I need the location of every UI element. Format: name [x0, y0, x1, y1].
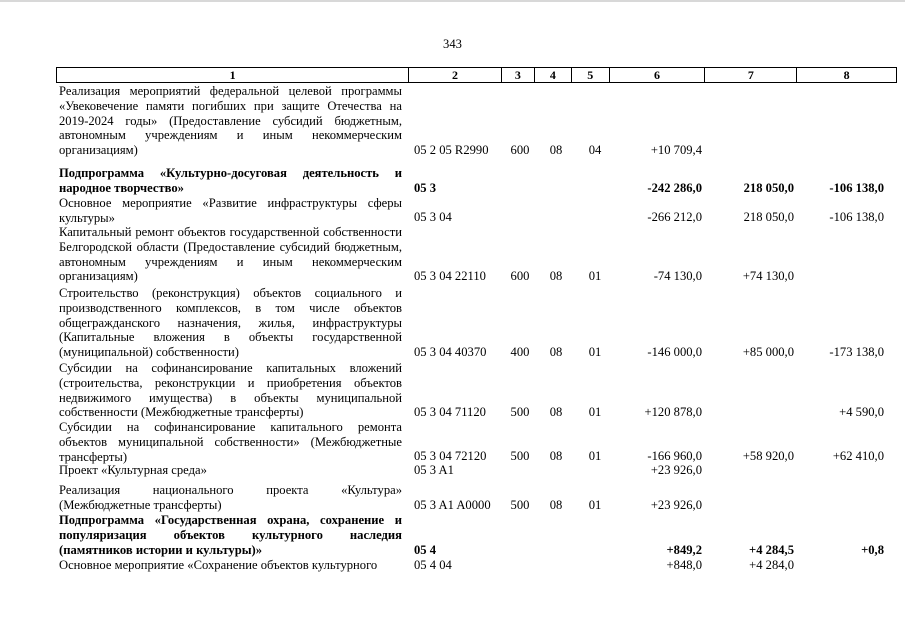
row-col8: -106 138,0	[829, 210, 884, 224]
row-col6: +849,2	[666, 543, 702, 557]
page-number: 343	[443, 37, 462, 51]
row-name: Реализация национального проекта «Культура» (Межбюджетные трансферты)	[59, 483, 402, 512]
row-col6: +848,0	[666, 558, 702, 572]
header-col-7: 7	[705, 68, 797, 82]
header-col-1: 1	[57, 68, 409, 82]
row-code: 05 3 04 40370	[414, 345, 487, 359]
row-col6: -146 000,0	[647, 345, 702, 359]
row-code: 05 3 04 71120	[414, 405, 486, 419]
row-col5: 01	[588, 269, 602, 283]
row-col5: 04	[588, 143, 602, 157]
header-col-6: 6	[610, 68, 706, 82]
header-col-4: 4	[535, 68, 572, 82]
header-col-8: 8	[843, 68, 850, 82]
row-col4: 08	[549, 269, 563, 283]
row-col7: +85 000,0	[742, 345, 794, 359]
row-col3: 400	[510, 345, 530, 359]
row-code: 05 2 05 R2990	[414, 143, 489, 157]
row-name: Подпрограмма «Культурно-досуговая деятельность и народное творчество»	[59, 166, 402, 195]
row-code: 05 3 04 22110	[414, 269, 486, 283]
row-name: Подпрограмма «Государственная охрана, сохранение и популяризация объектов культурного наследия (памятников истории и культуры)»	[59, 513, 402, 557]
row-name: Капитальный ремонт объектов государственной собственности Белгородской области (Предоставление субсидий бюджетным, автономным учреждениям и иным некоммерческим организациям)	[59, 225, 402, 284]
row-col4: 08	[549, 498, 563, 512]
row-name: Основное мероприятие «Сохранение объектов культурного	[59, 558, 378, 572]
header-col-3: 3	[502, 68, 535, 82]
header-col-5: 5	[572, 68, 610, 82]
row-col3: 600	[510, 143, 530, 157]
row-col8: -173 138,0	[829, 345, 884, 359]
row-col6: +23 926,0	[650, 498, 702, 512]
row-code: 05 4	[414, 543, 437, 557]
row-col6: -74 130,0	[653, 269, 702, 283]
row-col4: 08	[549, 449, 563, 463]
row-col7: +4 284,5	[749, 543, 794, 557]
row-name: Субсидии на софинансирование капитального ремонта объектов муниципальной собственности» (Межбюджетные трансферты)	[59, 420, 402, 464]
row-col7: +4 284,0	[749, 558, 794, 572]
row-col6: -242 286,0	[647, 181, 702, 195]
row-name: Реализация мероприятий федеральной целевой программы «Увековечение памяти погибших при защите Отечества на 2019-2024 годы» (Предоставление субсидий бюджетным, автономным учреждениям и иным некоммерческим организациям)	[59, 84, 402, 158]
row-col4: 08	[549, 405, 563, 419]
scan-top-edge	[0, 0, 905, 2]
row-col3: 500	[510, 405, 530, 419]
row-col8: +4 590,0	[839, 405, 884, 419]
row-col5: 01	[588, 449, 602, 463]
row-col7: +74 130,0	[742, 269, 794, 283]
row-col7: 218 050,0	[743, 181, 794, 195]
row-col6: +23 926,0	[650, 463, 702, 477]
row-col3: 600	[510, 269, 530, 283]
row-col7: 218 050,0	[743, 210, 794, 224]
row-col4: 08	[549, 345, 563, 359]
row-code: 05 3	[414, 181, 437, 195]
row-name: Основное мероприятие «Развитие инфраструктуры сферы культуры»	[59, 196, 402, 225]
row-name: Субсидии на софинансирование капитальных вложений (строительства, реконструкции и приобретения объектов недвижимого имущества) в объекты муниципальной собственности (Межбюджетные трансферты)	[59, 361, 402, 420]
row-col4: 08	[549, 143, 563, 157]
row-col8: +0,8	[861, 543, 884, 557]
row-col6: +10 709,4	[650, 143, 702, 157]
row-col7: +58 920,0	[742, 449, 794, 463]
row-name: Проект «Культурная среда»	[59, 463, 207, 477]
row-col5: 01	[588, 345, 602, 359]
row-col6: -266 212,0	[647, 210, 702, 224]
row-code: 05 3 A1 A0000	[414, 498, 491, 512]
row-code: 05 3 04	[414, 210, 452, 224]
row-code: 05 3 A1	[414, 463, 454, 477]
row-col6: -166 960,0	[647, 449, 702, 463]
row-code: 05 4 04	[414, 558, 452, 572]
row-col3: 500	[510, 449, 530, 463]
row-code: 05 3 04 72120	[414, 449, 487, 463]
row-col6: +120 878,0	[644, 405, 702, 419]
row-col5: 01	[588, 405, 602, 419]
row-col5: 01	[588, 498, 602, 512]
row-name: Строительство (реконструкция) объектов социального и производственного комплексов, в том числе объектов общегражданского назначения, жилья, инфраструктуры (Капитальные вложения в объекты государственной (муниципальной) собственности)	[59, 286, 402, 360]
row-col8: -106 138,0	[829, 181, 884, 195]
row-col8: +62 410,0	[832, 449, 884, 463]
header-col-2: 2	[409, 68, 502, 82]
row-col3: 500	[510, 498, 530, 512]
table-header	[56, 67, 897, 83]
